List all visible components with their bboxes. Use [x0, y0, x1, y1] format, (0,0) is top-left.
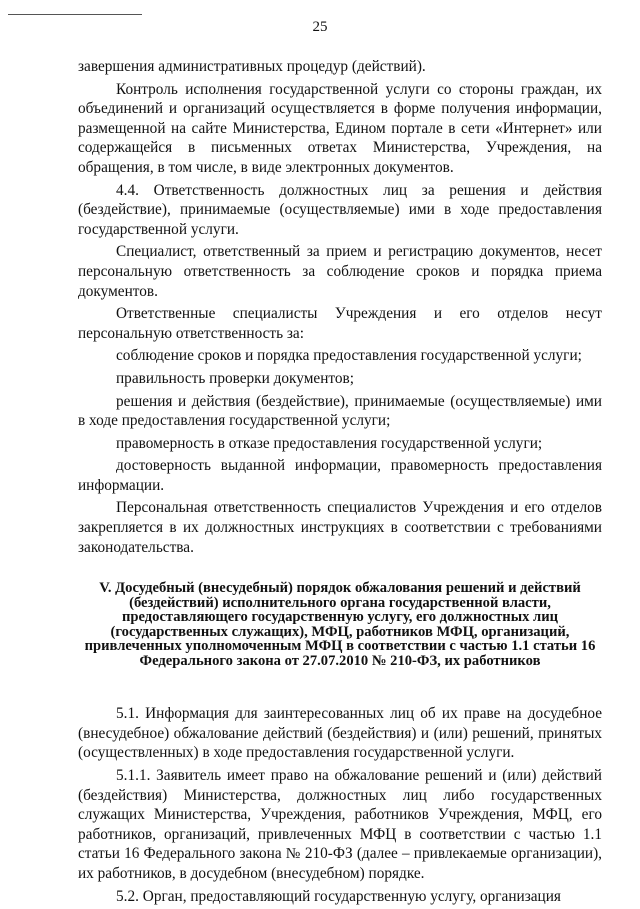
paragraph: Ответственные специалисты Учреждения и его отделов несут персональную ответственность за: — [78, 305, 602, 342]
header-rule — [8, 14, 142, 15]
list-item: правомерность в отказе предоставления государственной услуги; — [116, 434, 543, 452]
page-number: 25 — [312, 19, 328, 35]
paragraph: Контроль исполнения государственной услуги со стороны граждан, их объединений и организаций осуществляется в форме получения информации, размещенной на сайте Министерства, Едином портале в сети «Интернет» или содержащейся в письменных ответах Министерства, Учреждения, на обращения, в том числе, в виде электронных документов. — [78, 80, 602, 176]
paragraph: Специалист, ответственный за прием и регистрацию документов, несет персональную ответственность за соблюдение сроков и порядка приема документов. — [78, 243, 602, 300]
list-item: соблюдение сроков и порядка предоставления государственной услуги; — [116, 347, 582, 365]
section-heading: V. Досудебный (внесудебный) порядок обжалования решений и действий (бездействий) исполнительного органа государственной власти, предоставляющего государственную услугу, его должностных лиц (государственных служащих), МФЦ, работников МФЦ, организаций, привлеченных уполномоченным МФЦ в соответствии с частью 1.1 статьи 16 Федерального закона от 27.07.2010 № 210-ФЗ, их работников — [84, 580, 596, 669]
paragraph: 5.2. Орган, предоставляющий государственную услугу, организация — [116, 887, 561, 905]
document-body — [78, 57, 602, 909]
list-item: решения и действия (бездействие), принимаемые (осуществляемые) ими в ходе предоставления государственной услуги; — [78, 392, 602, 430]
paragraph: 5.1. Информация для заинтересованных лиц об их праве на досудебное (внесудебное) обжалование действий (бездействия) и (или) решений, принятых (осуществленных) в ходе предоставления государственной услуги. — [78, 705, 602, 762]
paragraph: 4.4. Ответственность должностных лиц за решения и действия (бездействие), принимаемые (осуществляемые) ими в ходе предоставления государственной услуги. — [78, 181, 602, 238]
paragraph: 5.1.1. Заявитель имеет право на обжалование решений и (или) действий (бездействия) Министерства, должностных лиц либо государственных служащих Министерства, Учреждения, работников Учреждения, МФЦ, его работников, организаций, привлеченных МФЦ в соответствии с частью 1.1 статьи 16 Федерального закона № 210-ФЗ (далее – привлекаемые организации), их работников, в досудебном (внесудебном) порядке. — [78, 767, 602, 882]
paragraph: завершения административных процедур (действий). — [78, 58, 426, 75]
list-item: правильность проверки документов; — [116, 369, 354, 387]
paragraph: Персональная ответственность специалистов Учреждения и его отделов закрепляется в их должностных инструкциях в соответствии с требованиями законодательства. — [78, 499, 602, 556]
list-item: достоверность выданной информации, правомерность предоставления информации. — [78, 457, 602, 494]
